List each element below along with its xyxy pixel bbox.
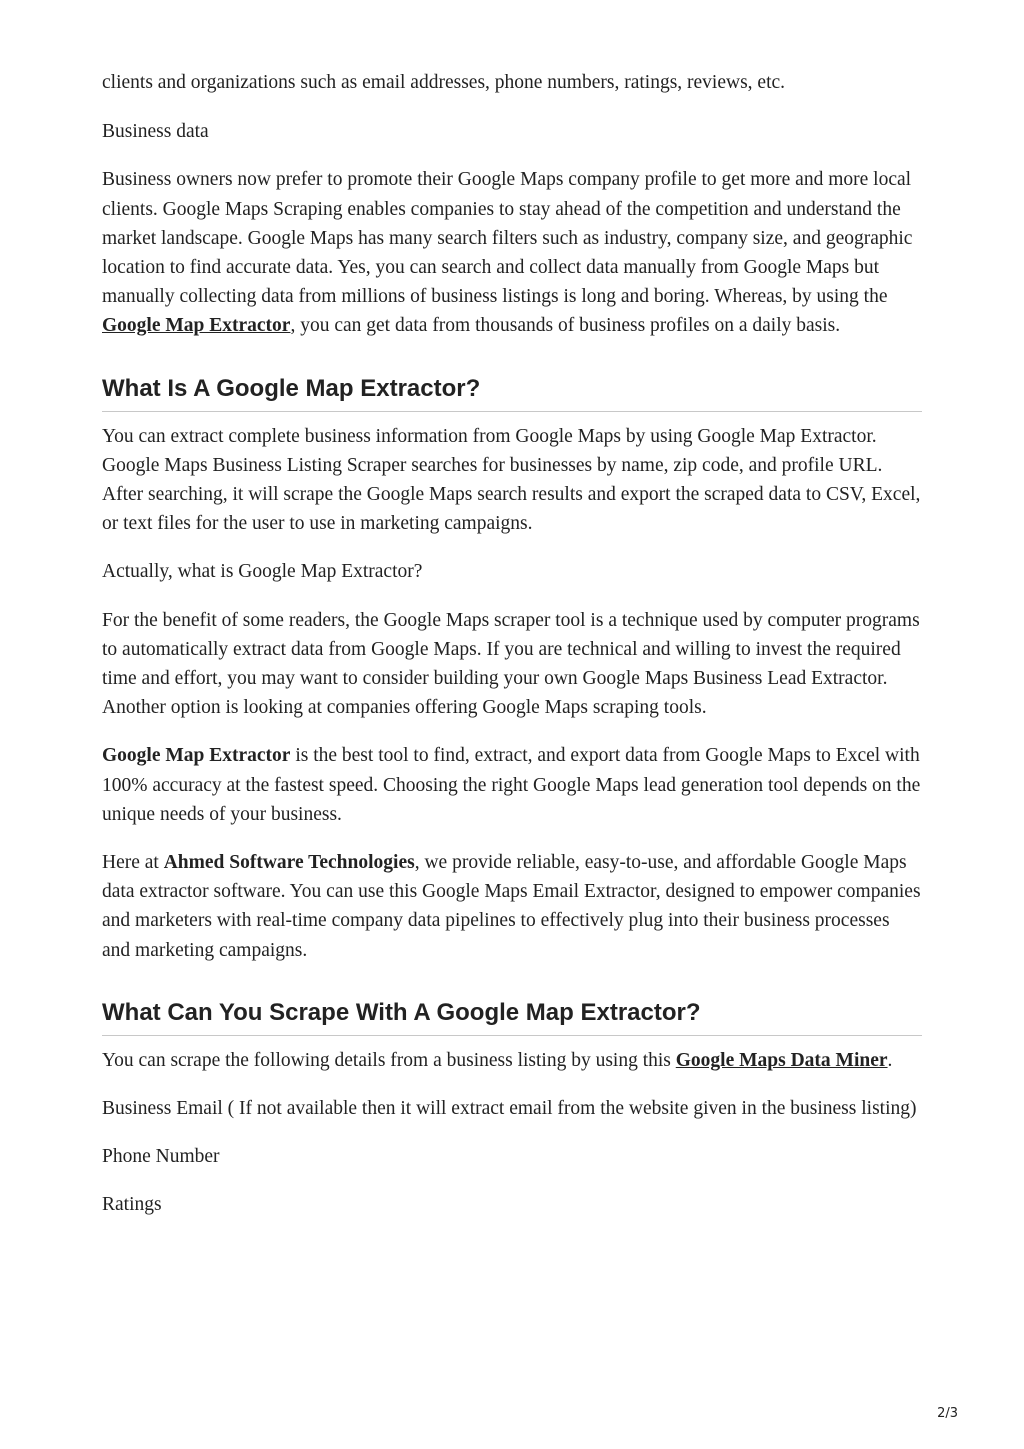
what-is-paragraph-4 [102, 741, 922, 829]
section-heading-what-is: What Is A Google Map Extractor? [102, 374, 922, 412]
intro-paragraph-business-owners [102, 165, 922, 340]
what-is-paragraph-5 [102, 848, 922, 965]
scrape-item-ratings: Ratings [102, 1194, 162, 1216]
scrape-item-business-email: Business Email ( If not available then it will extract email from the website given in the business listing) [102, 1098, 917, 1120]
what-is-paragraph-1: You can extract complete business information from Google Maps by using Google Map Extractor. Google Maps Business Listing Scraper searches for businesses by name, zip code, and profile URL. After searching, it will scrape the Google Maps search results and export the scraped data to CSV, Excel, or text files for the user to use in marketing campaigns. [102, 425, 921, 535]
intro-business-data: Business data [102, 121, 209, 143]
document-page [102, 68, 922, 1239]
intro-paragraph-continued: clients and organizations such as email addresses, phone numbers, ratings, reviews, etc. [102, 72, 786, 93]
what-is-paragraph-5-start: Here at [102, 852, 164, 874]
what-is-paragraph-2: Actually, what is Google Map Extractor? [102, 561, 423, 583]
intro-text-after-link: , you can get data from thousands of business profiles on a daily basis. [290, 315, 841, 337]
scrape-item-phone-number: Phone Number [102, 1146, 220, 1168]
company-name-bold: Ahmed Software Technologies [163, 852, 415, 874]
what-is-paragraph-5-end: , we provide reliable, easy-to-use, and affordable Google Maps data extractor software. You can use this Google Maps Email Extractor, designed to empower companies and marketers with real-time company data pipelines to effectively plug into their business processes and marketing campaigns. [102, 852, 921, 961]
google-map-extractor-link[interactable]: Google Map Extractor [102, 315, 291, 337]
intro-text-before-link: Business owners now prefer to promote their Google Maps company profile to get more and more local clients. Google Maps Scraping enables companies to stay ahead of the competition and understand the market landscape. Google Maps has many search filters such as industry, company size, and geographic location to find accurate data. Yes, you can search and collect data manually from Google Maps but manually collecting data from millions of business listings is long and boring. Whereas, by using the [102, 169, 913, 308]
tool-name-bold: Google Map Extractor [102, 745, 291, 767]
scrape-intro-text: You can scrape the following details from a business listing by using this [102, 1049, 676, 1071]
google-maps-data-miner-link[interactable]: Google Maps Data Miner [675, 1049, 888, 1071]
scrape-intro-paragraph [102, 1046, 922, 1075]
page-number: 2/3 [937, 1406, 958, 1421]
scrape-intro-period: . [887, 1049, 893, 1071]
what-is-paragraph-4-text: is the best tool to find, extract, and export data from Google Maps to Excel with 100% accuracy at the fastest speed. Choosing the right Google Maps lead generation tool depends on the unique needs of your business. [102, 745, 921, 825]
section-heading-what-can-you-scrape: What Can You Scrape With A Google Map Extractor? [102, 998, 922, 1036]
what-is-paragraph-3: For the benefit of some readers, the Google Maps scraper tool is a technique used by computer programs to automatically extract data from Google Maps. If you are technical and willing to invest the required time and effort, you may want to consider building your own Google Maps Business Lead Extractor. Another option is looking at companies offering Google Maps scraping tools. [102, 609, 920, 719]
